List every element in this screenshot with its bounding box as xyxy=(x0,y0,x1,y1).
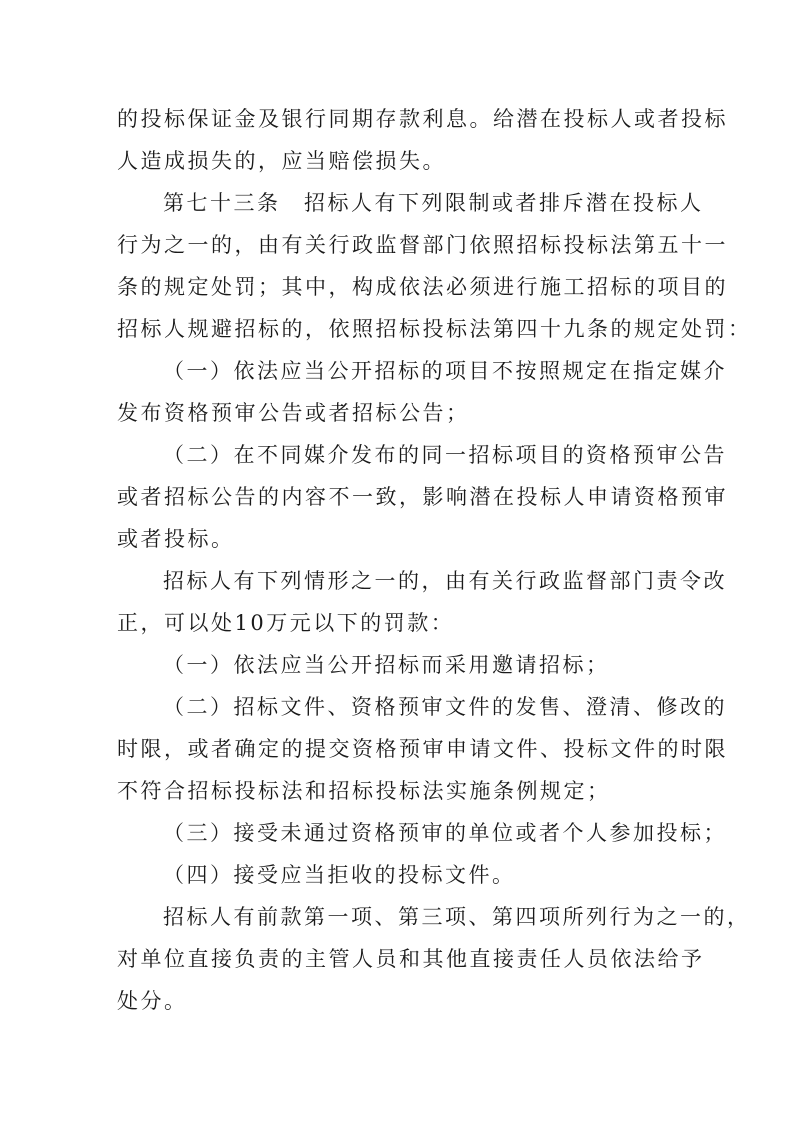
text-line: 人造成损失的，应当赔偿损失。 xyxy=(117,149,446,173)
text-line: 正，可以处10万元以下的罚款： xyxy=(117,611,455,635)
list-item-line: （四）接受应当拒收的投标文件。 xyxy=(163,863,516,887)
article-heading-line: 第七十三条 招标人有下列限制或者排斥潜在投标人 xyxy=(163,191,704,215)
text-line: 时限，或者确定的提交资格预审申请文件、投标文件的时限 xyxy=(117,737,728,761)
list-item-line: （一）依法应当公开招标的项目不按照规定在指定媒介 xyxy=(163,359,727,383)
paragraph-start-line: 招标人有前款第一项、第三项、第四项所列行为之一的， xyxy=(163,905,751,929)
list-item-line: （二）招标文件、资格预审文件的发售、澄清、修改的 xyxy=(163,695,727,719)
list-item-line: （二）在不同媒介发布的同一招标项目的资格预审公告 xyxy=(163,443,727,467)
text-line: 不符合招标投标法和招标投标法实施条例规定； xyxy=(117,779,611,803)
text-line: 或者投标。 xyxy=(117,527,235,551)
text-line: 招标人规避招标的，依照招标投标法第四十九条的规定处罚： xyxy=(117,317,752,341)
text-line: 条的规定处罚；其中，构成依法必须进行施工招标的项目的 xyxy=(117,275,728,299)
paragraph-start-line: 招标人有下列情形之一的，由有关行政监督部门责令改 xyxy=(163,569,727,593)
text-line: 行为之一的，由有关行政监督部门依照招标投标法第五十一 xyxy=(117,233,728,257)
list-item-line: （三）接受未通过资格预审的单位或者个人参加投标； xyxy=(163,821,727,845)
text-line: 发布资格预审公告或者招标公告； xyxy=(117,401,470,425)
list-item-line: （一）依法应当公开招标而采用邀请招标； xyxy=(163,653,610,677)
text-line: 的投标保证金及银行同期存款利息。给潜在投标人或者投标 xyxy=(117,107,728,131)
text-line: 对单位直接负责的主管人员和其他直接责任人员依法给予 xyxy=(117,947,705,971)
text-line: 处分。 xyxy=(117,989,188,1013)
text-line: 或者招标公告的内容不一致，影响潜在投标人申请资格预审 xyxy=(117,485,728,509)
